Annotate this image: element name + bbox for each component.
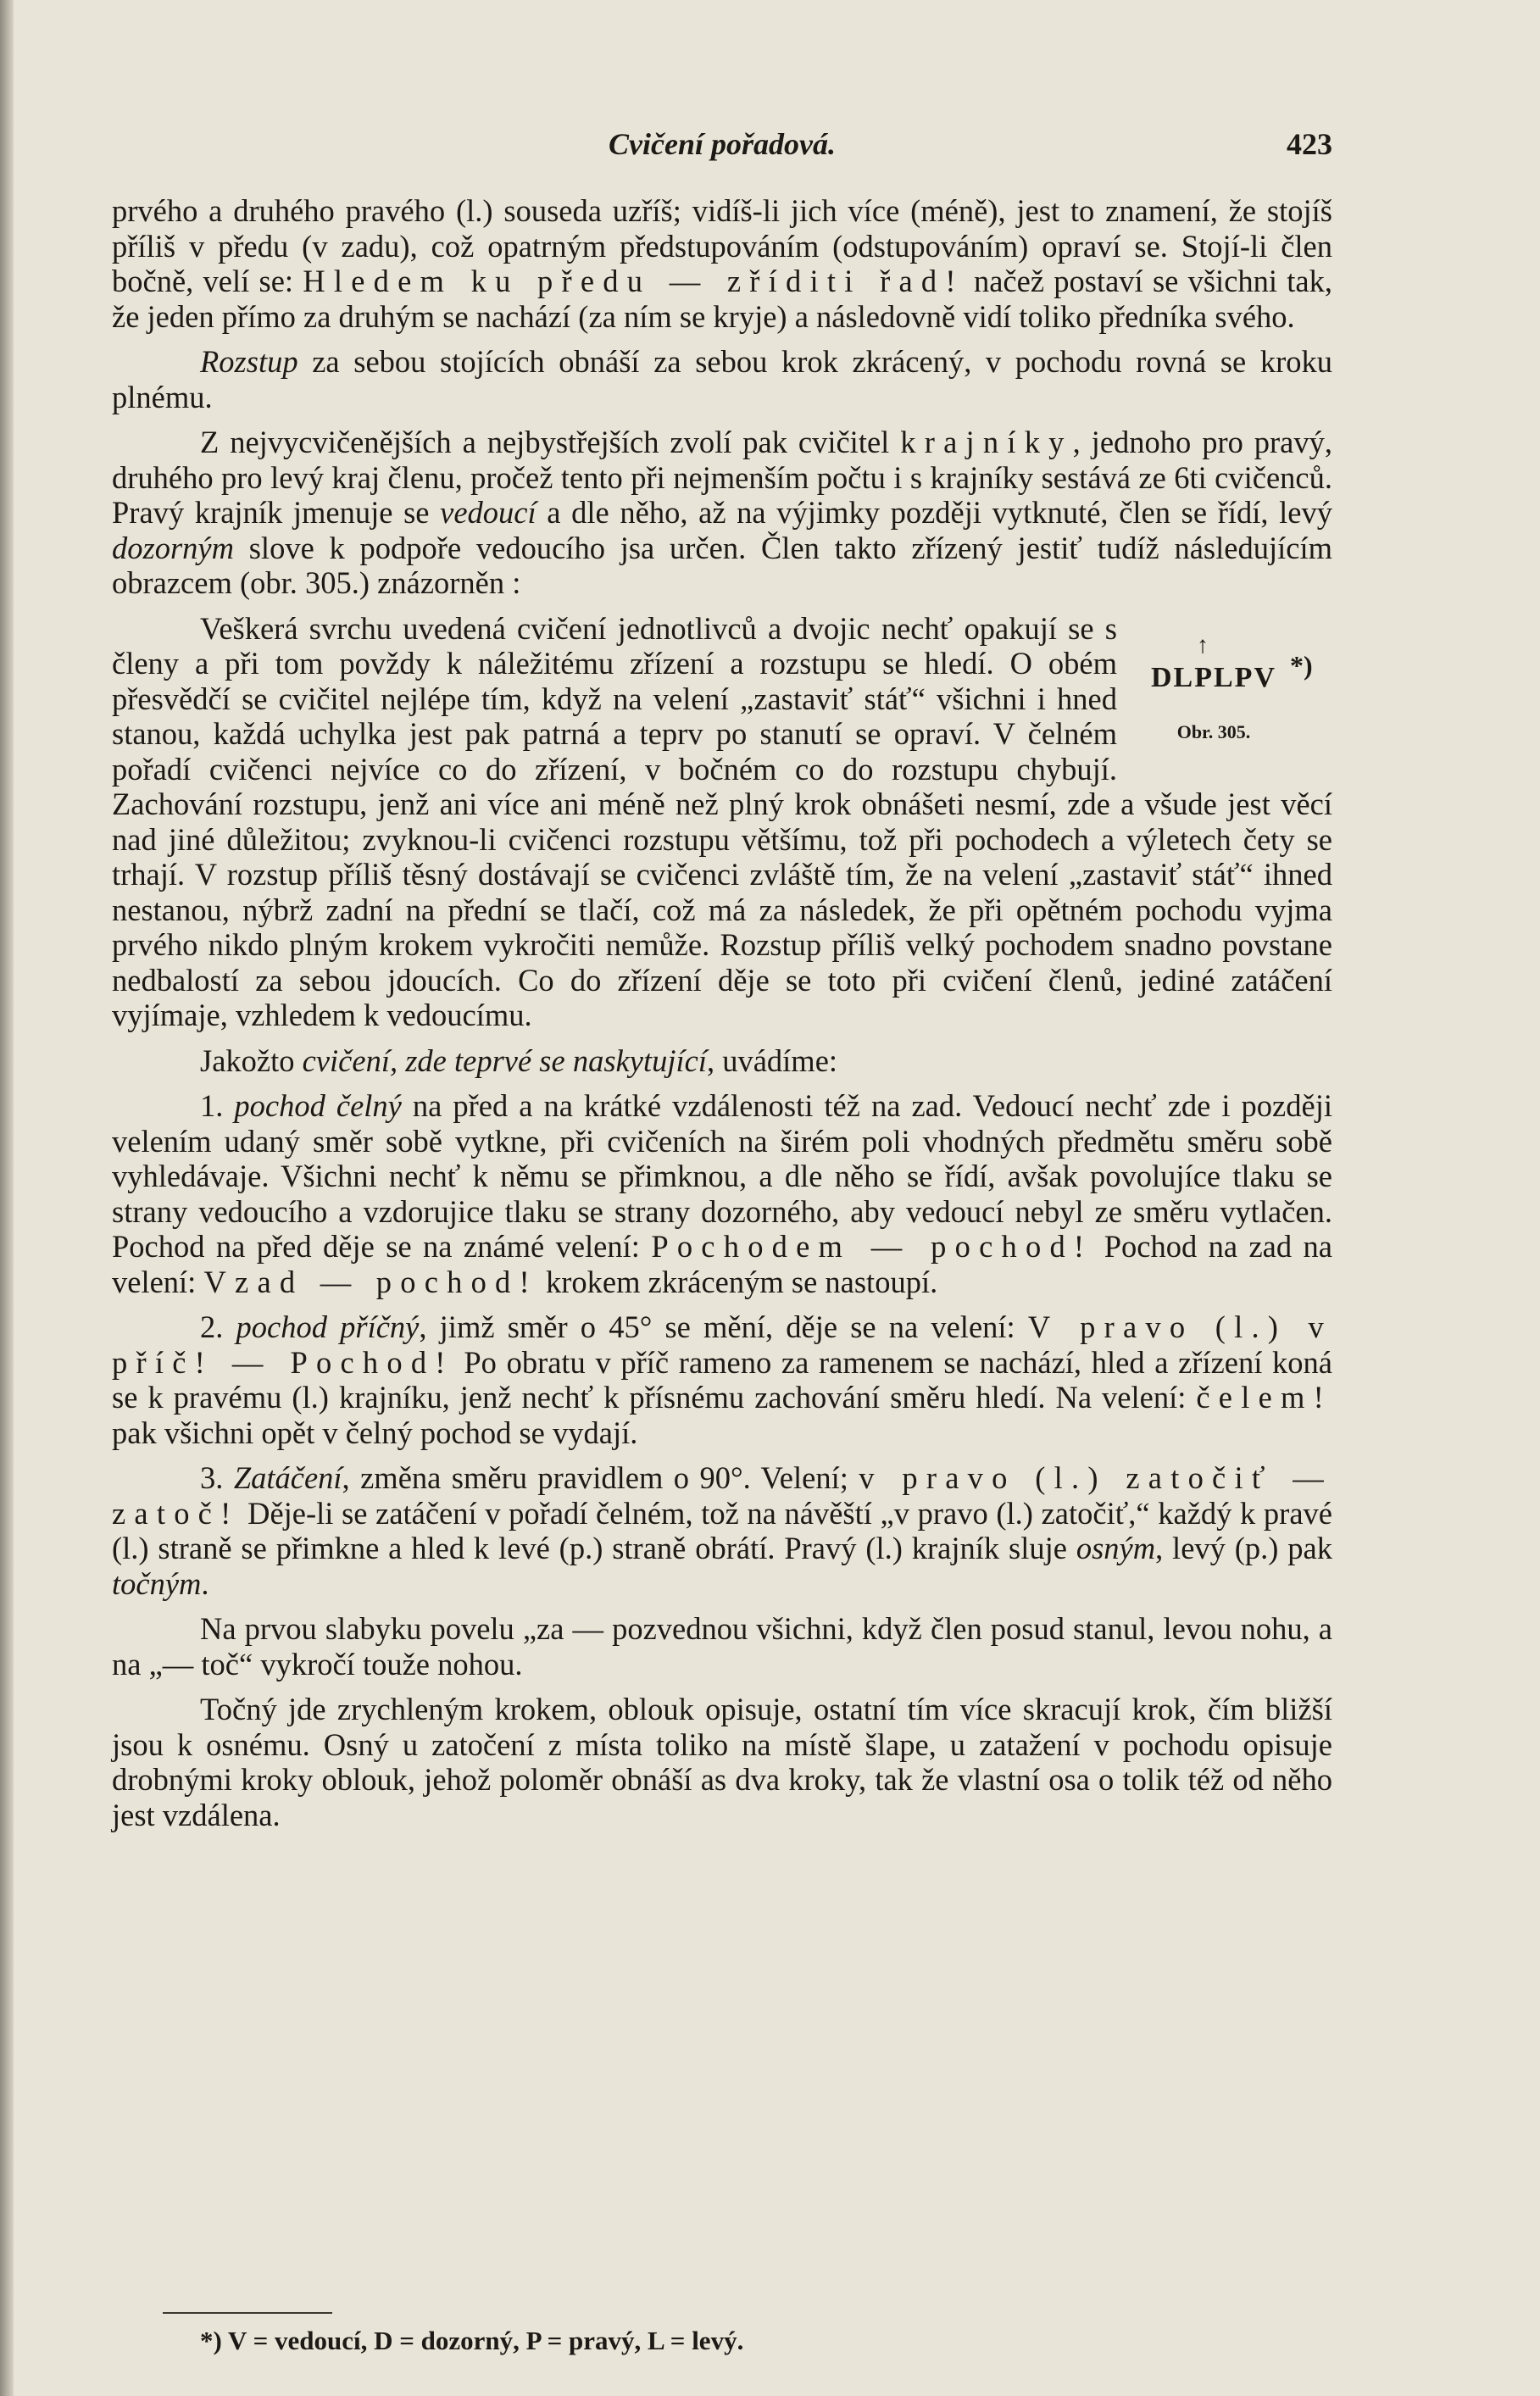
running-title: Cvičení pořadová. [609,127,836,161]
paragraph-9: Na prvou slabyku povelu „za — pozvednou všichni, když člen posud stanul, levou nohu, a na „— toč“ vykročí touže nohou. [112,1611,1332,1682]
body-text [112,193,1332,1843]
text-run: Po obratu v příč rameno za ramenem se nachází, hled a zřízení koná se k pravému (l.) krajníku, jenž nechť k přísnému zachování směru hledí. Na velení: [112,1344,1332,1415]
footnote: *) V = vedoucí, D = dozorný, P = pravý, L = levý. [200,2326,744,2355]
text-run: pak všichni opět v čelný pochod se vydají. [112,1415,638,1450]
page-number: 423 [1287,127,1332,161]
term-italic: osným [1076,1531,1156,1565]
term-italic: dozorným [112,530,234,565]
figure-caption: Obr. 305. [1176,720,1251,742]
text-run: na před a na krátké vzdálenosti též na zad. Vedoucí nechť zde i později velením udaný směr sobě vytkne, při cvičeních na širém poli vhodných předmětu směru sobě vyhledávaje. Všichni nechť k němu se přimknou, a dle něho se řídí, avšak povolujíce tlaku se strany vedoucího a vzdorujice tlaku se strany dozorného, aby vedoucí nebyl ze směru vytlačen. Pochod na před děje se na známé velení: [112,1088,1332,1264]
term-italic: vedoucí [440,495,536,530]
term-italic: pochod příčný [236,1309,420,1344]
footnote-reference: *) [1290,649,1313,681]
text-run: Děje-li se zatáčení v pořadí čelném, tož na návěští „v pravo (l.) zatočiť,“ každý k pravé (l.) straně se přimkne a hled k levé (p.) straně obrátí. Pravý (l.) krajník sluje [112,1495,1332,1565]
text-run: , uvádíme: [706,1042,838,1078]
formation-diagram: DLPLPV [1151,661,1276,693]
item-number: 2. [200,1309,236,1344]
term-italic: Rozstup [200,344,298,379]
term-italic: cvičení, zde teprvé se naskytující [302,1042,707,1078]
text-run: a dle něho, až na výjimky později vytknuté, člen se řídí, levý [536,495,1332,530]
item-number: 3. [200,1460,234,1495]
term-italic: Zatáčení [233,1460,342,1495]
scan-edge [0,0,14,2396]
paragraph-1 [112,193,1332,334]
text-run: načež postaví se všichni tak, že jeden přímo za druhým se nachází (za ním se kryje) a následovně vidí toliko předníka svého. [112,264,1332,334]
text-run: , změna směru pravidlem o 90°. Velení; [342,1460,859,1495]
text-run: Z nejvycvičenějších a nejbystřejších zvolí pak cvičitel [200,425,901,459]
text-run: Jakožto [200,1042,303,1078]
footnote-rule [163,2312,332,2314]
paragraph-10: Točný jde zrychleným krokem, oblouk opisuje, ostatní tím více skracují krok, čím bližší jsou k osnému. Osný u zatočení z místa toliko na místě šlape, u zatažení v pochodu opisuje drobnými kroky oblouk, jehož poloměr obnáší as dva kroky, tak že vlastní osa o tolik též od něho jest vzdálena. [112,1692,1332,1832]
command-phrase: Hledem ku předu — zříditi řad! [303,264,965,298]
paragraph-5 [112,1043,1332,1079]
paragraph-3 [112,425,1332,601]
item-number: 1. [200,1088,235,1123]
paragraph-8 [112,1460,1332,1601]
book-page [112,119,1332,2356]
term-italic: pochod čelný [234,1088,402,1123]
text-run: prvého a druhého pravého (l.) souseda uzříš; vidíš-li jich více (méně), jest to znamení, že stojíš příliš v předu (v zadu), což opatrným předstupováním (odstupováním) opraví se. Stojí-li člen bočně, velí se: [112,193,1332,298]
paragraph-2 [112,344,1332,414]
figure-305 [1137,614,1332,776]
term-italic: točným [112,1565,202,1601]
paragraph-4: Veškerá svrchu uvedená cvičení jednotlivců a dvojic nechť opakují se s členy a při tom povždy k náležitému zřízení a rozstupu se hledí. O obém přesvědčí se cvičitel nejlépe tím, když na velení „zastaviť stáť“ všichni i hned stanou, každá uchylka jest pak patrná a teprv po stanutí se opraví. V čelném pořadí cvičenci nejvíce co do zřízení, v bočném co do rozstupu chybují. Zachování rozstupu, jenž ani více ani méně než plný krok obnášeti nesmí, zde a všude jest věcí nad jiné důležitou; zvyknou-li cvičenci rozstupu většímu, tož při pochodech a výletech čety se trhají. V rozstup příliš těsný dostávají se cvičenci zvláště tím, že na velení „zastaviť stáť“ ihned nestanou, nýbrž zadní na přední se tlačí, což má za následek, že při opětném pochodu vyjma prvého nikdo plným krokem vykročiti nemůže. Rozstup příliš velký pochodem snadno povstane nedbalostí za sebou jdoucích. Co do zřízení děje se toto při cvičení členů, jediné zatáčení vyjímaje, vzhledem k vedoucímu. [112,610,1332,1032]
paragraph-6 [112,1088,1332,1299]
command-phrase: v pravo (l.) zatočiť — zatoč! [112,1460,1333,1531]
text-run: slove k podpoře vedoucího jsa určen. Člen takto zřízený jestiť tudíž následujícím obrazcem (obr. 305.) znázorněn : [112,530,1332,600]
text-run: , levý (p.) pak [1155,1531,1332,1565]
command-phrase: Pochodem — pochod! [651,1229,1093,1264]
direction-arrow-icon: ↑ [1197,631,1209,659]
text-run: za sebou stojících obnáší za sebou krok zkrácený, v pochodu rovná se kroku plnému. [112,344,1332,414]
paragraph-7 [112,1309,1332,1450]
text-run: , jimž směr o 45° se mění, děje se na velení: [419,1309,1028,1344]
command-phrase: V pravo (l.) v příč! — Pochod! [112,1309,1333,1380]
running-head [112,119,1332,170]
term-spaced: krajníky [900,425,1073,459]
text-run: . [201,1565,209,1601]
text-run: , jednoho pro pravý, druhého pro levý kraj členu, pročež tento při nejmenším počtu i s krajníky sestává ze 6ti cvičenců. Pravý krajník jmenuje se [112,425,1332,530]
command-phrase: Vzad — pochod! [203,1264,538,1299]
text-run: krokem zkráceným se nastoupí. [537,1264,938,1299]
command-phrase: čelem! [1196,1380,1332,1415]
text-run: Pochod na zad na velení: [112,1229,1332,1299]
